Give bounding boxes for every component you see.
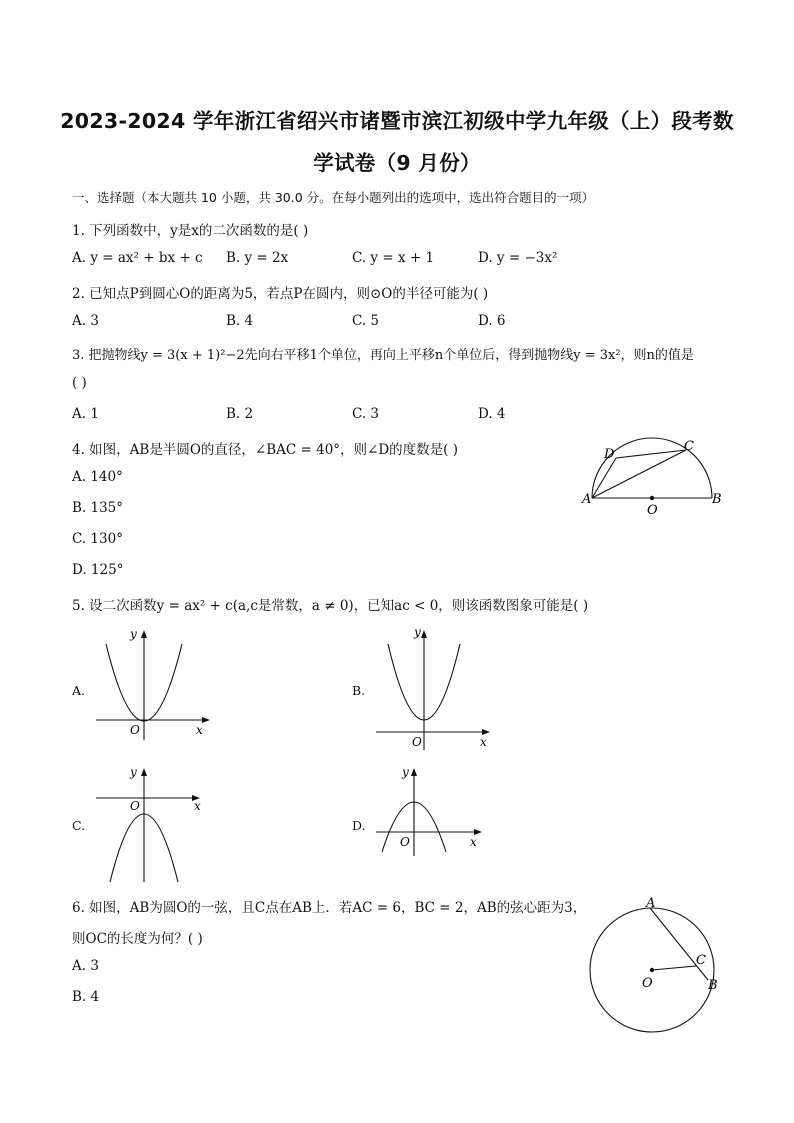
q1-option-d: D. y = −3x² bbox=[478, 250, 558, 266]
q5-option-b-label: B. bbox=[352, 683, 366, 698]
q4-label-d: D bbox=[604, 447, 615, 462]
q5a-x-label: x bbox=[196, 723, 203, 737]
q2-option-c: C. 5 bbox=[352, 313, 380, 329]
q3-option-d: D. 4 bbox=[478, 406, 506, 422]
q5b-origin-label: O bbox=[412, 735, 422, 749]
q5-graph-c bbox=[92, 760, 222, 885]
q4-label-c: C bbox=[684, 439, 694, 454]
q5-option-c-label: C. bbox=[72, 818, 86, 833]
q2-stem: 2. 已知点P到圆心O的距离为5，若点P在圆内，则⊙O的半径可能为( ) bbox=[72, 286, 489, 302]
q4-option-d: D. 125° bbox=[72, 562, 124, 578]
q4-option-c: C. 130° bbox=[72, 531, 123, 547]
q5d-x-label: x bbox=[470, 835, 477, 849]
q6-label-c: C bbox=[696, 953, 706, 968]
q4-label-b: B bbox=[712, 492, 722, 507]
q1-option-c: C. y = x + 1 bbox=[352, 250, 435, 266]
q5-stem: 5. 设二次函数y = ax² + c(a,c是常数，a ≠ 0)，已知ac < 0，则该函数图象可能是( ) bbox=[72, 598, 589, 614]
q5-graph-d bbox=[372, 760, 492, 860]
q6-option-b: B. 4 bbox=[72, 989, 100, 1005]
q4-label-o: O bbox=[647, 503, 658, 518]
exam-title-line1: 2023-2024 学年浙江省绍兴市诸暨市滨江初级中学九年级（上）段考数 bbox=[60, 109, 734, 133]
q5b-y-label: y bbox=[414, 625, 421, 639]
q6-stem-cont: 则OC的长度为何？( ) bbox=[72, 931, 203, 947]
q2-option-d: D. 6 bbox=[478, 313, 506, 329]
q1-stem: 1. 下列函数中，y是x的二次函数的是( ) bbox=[72, 223, 309, 239]
q6-label-b: B bbox=[708, 978, 718, 993]
q5a-y-label: y bbox=[130, 627, 137, 641]
q6-stem: 6. 如图，AB为圆O的一弦，且C点在AB上．若AC = 6，BC = 2，AB的弦心距为3， bbox=[72, 900, 587, 916]
q5c-x-label: x bbox=[194, 799, 201, 813]
q2-option-b: B. 4 bbox=[226, 313, 254, 329]
q4-stem: 4. 如图，AB是半圆O的直径，∠BAC = 40°，则∠D的度数是( ) bbox=[72, 442, 459, 458]
q1-option-b: B. y = 2x bbox=[226, 250, 289, 266]
q6-label-a: A bbox=[646, 896, 656, 911]
q5-graph-b bbox=[372, 622, 502, 752]
q4-semicircle-figure bbox=[580, 436, 730, 518]
q4-option-a: A. 140° bbox=[72, 469, 123, 485]
q5a-origin-label: O bbox=[130, 723, 140, 737]
q5b-x-label: x bbox=[480, 735, 487, 749]
section-heading: 一、选择题（本大题共 10 小题，共 30.0 分。在每小题列出的选项中，选出符合题目的一项） bbox=[72, 190, 595, 205]
q3-stem: 3. 把抛物线y = 3(x + 1)²−2先向右平移1个单位，再向上平移n个单位后，得到抛物线y = 3x²，则n的值是 bbox=[72, 348, 694, 363]
q5d-y-label: y bbox=[402, 765, 409, 779]
q5-option-a-label: A. bbox=[72, 683, 86, 698]
q1-option-a: A. y = ax² + bx + c bbox=[72, 250, 203, 266]
q5c-y-label: y bbox=[130, 765, 137, 779]
q3-option-a: A. 1 bbox=[72, 406, 99, 422]
q2-option-a: A. 3 bbox=[72, 313, 99, 329]
exam-title-line2: 学试卷（9 月份） bbox=[313, 151, 481, 175]
q5d-origin-label: O bbox=[400, 835, 410, 849]
q3-option-b: B. 2 bbox=[226, 406, 254, 422]
q6-circle-figure bbox=[584, 892, 734, 1037]
q4-option-b: B. 135° bbox=[72, 500, 124, 516]
q5-graph-a bbox=[92, 622, 222, 742]
q6-label-o: O bbox=[642, 976, 653, 991]
q3-stem-cont: ( ) bbox=[72, 375, 87, 391]
q3-option-c: C. 3 bbox=[352, 406, 380, 422]
q6-option-a: A. 3 bbox=[72, 958, 99, 974]
q5-option-d-label: D. bbox=[352, 818, 366, 833]
q5c-origin-label: O bbox=[130, 799, 140, 813]
q4-label-a: A bbox=[582, 492, 592, 507]
